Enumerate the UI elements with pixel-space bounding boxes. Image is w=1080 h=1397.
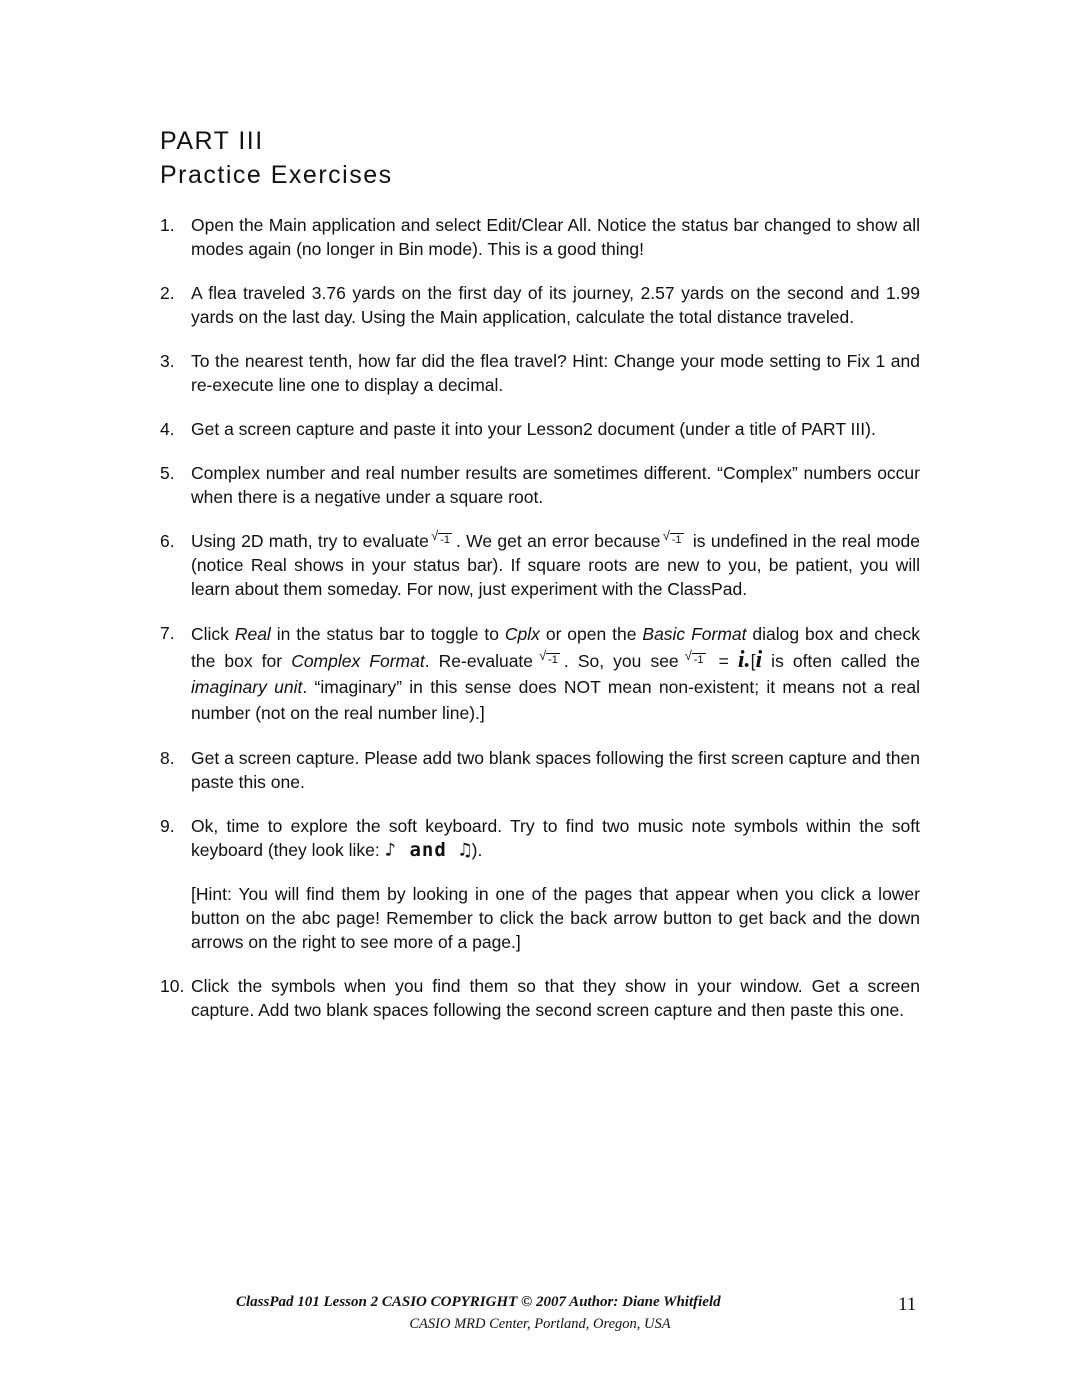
exercise-item <box>160 461 920 509</box>
square-root-expression: √ -1 <box>546 653 560 666</box>
text-segment: . “imaginary” in this sense does NOT mean non-existent; it means not a real number (not on the real number line).] <box>191 677 920 723</box>
item-number: 6. <box>160 531 175 551</box>
item-text <box>191 461 920 509</box>
italic-term: Real <box>234 624 271 644</box>
item-text <box>191 974 920 1022</box>
text-segment: dialog box and check the box for <box>191 624 920 671</box>
italic-term: imaginary unit <box>191 677 303 697</box>
text-segment: . Re-evaluate <box>424 651 543 671</box>
text-segment: Click <box>191 624 235 644</box>
exercise-item <box>160 529 920 601</box>
footer-copyright: ClassPad 101 Lesson 2 CASIO COPYRIGHT © 2007 Author: Diane Whitfield <box>236 1294 721 1310</box>
item-number: 9. <box>160 816 175 836</box>
exercise-item <box>160 974 920 1022</box>
item-text <box>191 349 920 397</box>
page-heading <box>160 124 393 192</box>
item-number: 1. <box>160 215 175 235</box>
text-segment: Complex number and real number results are sometimes different. “Complex” numbers occur when there is a negative under a square root. <box>191 463 920 507</box>
exercise-item <box>160 621 920 726</box>
item-text <box>191 213 920 261</box>
item-number: 5. <box>160 463 175 483</box>
text-segment: is undefined in the real mode (notice Real shows in your status bar). If square roots are new to you, be patient, you will learn about them someday. For now, just experiment with the ClassPad. <box>191 531 920 599</box>
item-text <box>191 814 920 862</box>
exercise-item <box>160 213 920 261</box>
italic-term: Basic Format <box>642 624 747 644</box>
text-segment: Ok, time to explore the soft keyboard. Try to find two music note symbols within the soft keyboard (they look like: <box>191 816 920 860</box>
page-number: 11 <box>898 1294 917 1315</box>
text-segment: Get a screen capture and paste it into your Lesson2 document (under a title of PART III). <box>191 419 876 439</box>
italic-term: Complex Format <box>291 651 425 671</box>
text-segment: To the nearest tenth, how far did the flea travel? Hint: Change your mode setting to Fix 1 and re-execute line one to display a decimal. <box>191 351 920 395</box>
text-segment: ). <box>471 840 483 860</box>
exercise-list <box>160 213 920 1042</box>
square-root-expression: √ -1 <box>670 533 684 546</box>
italic-term: Cplx <box>504 624 540 644</box>
hint-paragraph: [Hint: You will find them by looking in one of the pages that appear when you click a lower button on the abc page! Remember to click the back arrow button to get back and the down arrows on the right to see more of a page.] <box>191 884 920 952</box>
text-segment: or open the <box>539 624 643 644</box>
section-title: Practice Exercises <box>160 161 393 189</box>
item-text <box>191 529 920 601</box>
exercise-item <box>160 814 920 862</box>
imaginary-unit-symbol: i. <box>737 647 751 673</box>
text-segment: A flea traveled 3.76 yards on the first day of its journey, 2.57 yards on the second and 1.99 yards on the last day. Using the Main application, calculate the total distance traveled. <box>191 283 920 327</box>
item-number: 7. <box>160 623 175 643</box>
imaginary-unit-symbol: i <box>755 647 763 673</box>
exercise-item <box>160 746 920 794</box>
music-note-symbols: ♪ and ♫ <box>384 839 472 861</box>
text-segment: Get a screen capture. Please add two blank spaces following the first screen capture and then paste this one. <box>191 748 920 792</box>
square-root-expression: √ -1 <box>438 533 452 546</box>
item-text <box>191 621 920 726</box>
item-number: 4. <box>160 419 175 439</box>
text-segment: Using 2D math, try to evaluate <box>191 531 435 551</box>
text-segment: Click the symbols when you find them so that they show in your window. Get a screen capture. Add two blank spaces following the second screen capture and then paste this one. <box>191 976 920 1020</box>
text-segment: Open the Main application and select Edit/Clear All. Notice the status bar changed to show all modes again (no longer in Bin mode). This is a good thing! <box>191 215 920 259</box>
item-number: 3. <box>160 351 175 371</box>
item-text <box>191 746 920 794</box>
text-segment: [ <box>750 651 756 671</box>
item-number: 2. <box>160 283 175 303</box>
text-segment: . So, you see <box>563 651 688 671</box>
footer-address: CASIO MRD Center, Portland, Oregon, USA <box>409 1316 671 1332</box>
item-number: 8. <box>160 748 175 768</box>
text-segment: in the status bar to toggle to <box>270 624 505 644</box>
exercise-item <box>160 349 920 397</box>
text-segment: . We get an error because <box>455 531 666 551</box>
part-title: PART III <box>160 127 264 155</box>
text-segment: is often called the <box>762 651 921 671</box>
exercise-item <box>160 417 920 441</box>
text-segment: = <box>709 651 738 671</box>
exercise-item <box>160 281 920 329</box>
square-root-expression: √ -1 <box>692 653 706 666</box>
item-number: 10. <box>160 976 185 996</box>
item-text <box>191 417 920 441</box>
item-text <box>191 281 920 329</box>
